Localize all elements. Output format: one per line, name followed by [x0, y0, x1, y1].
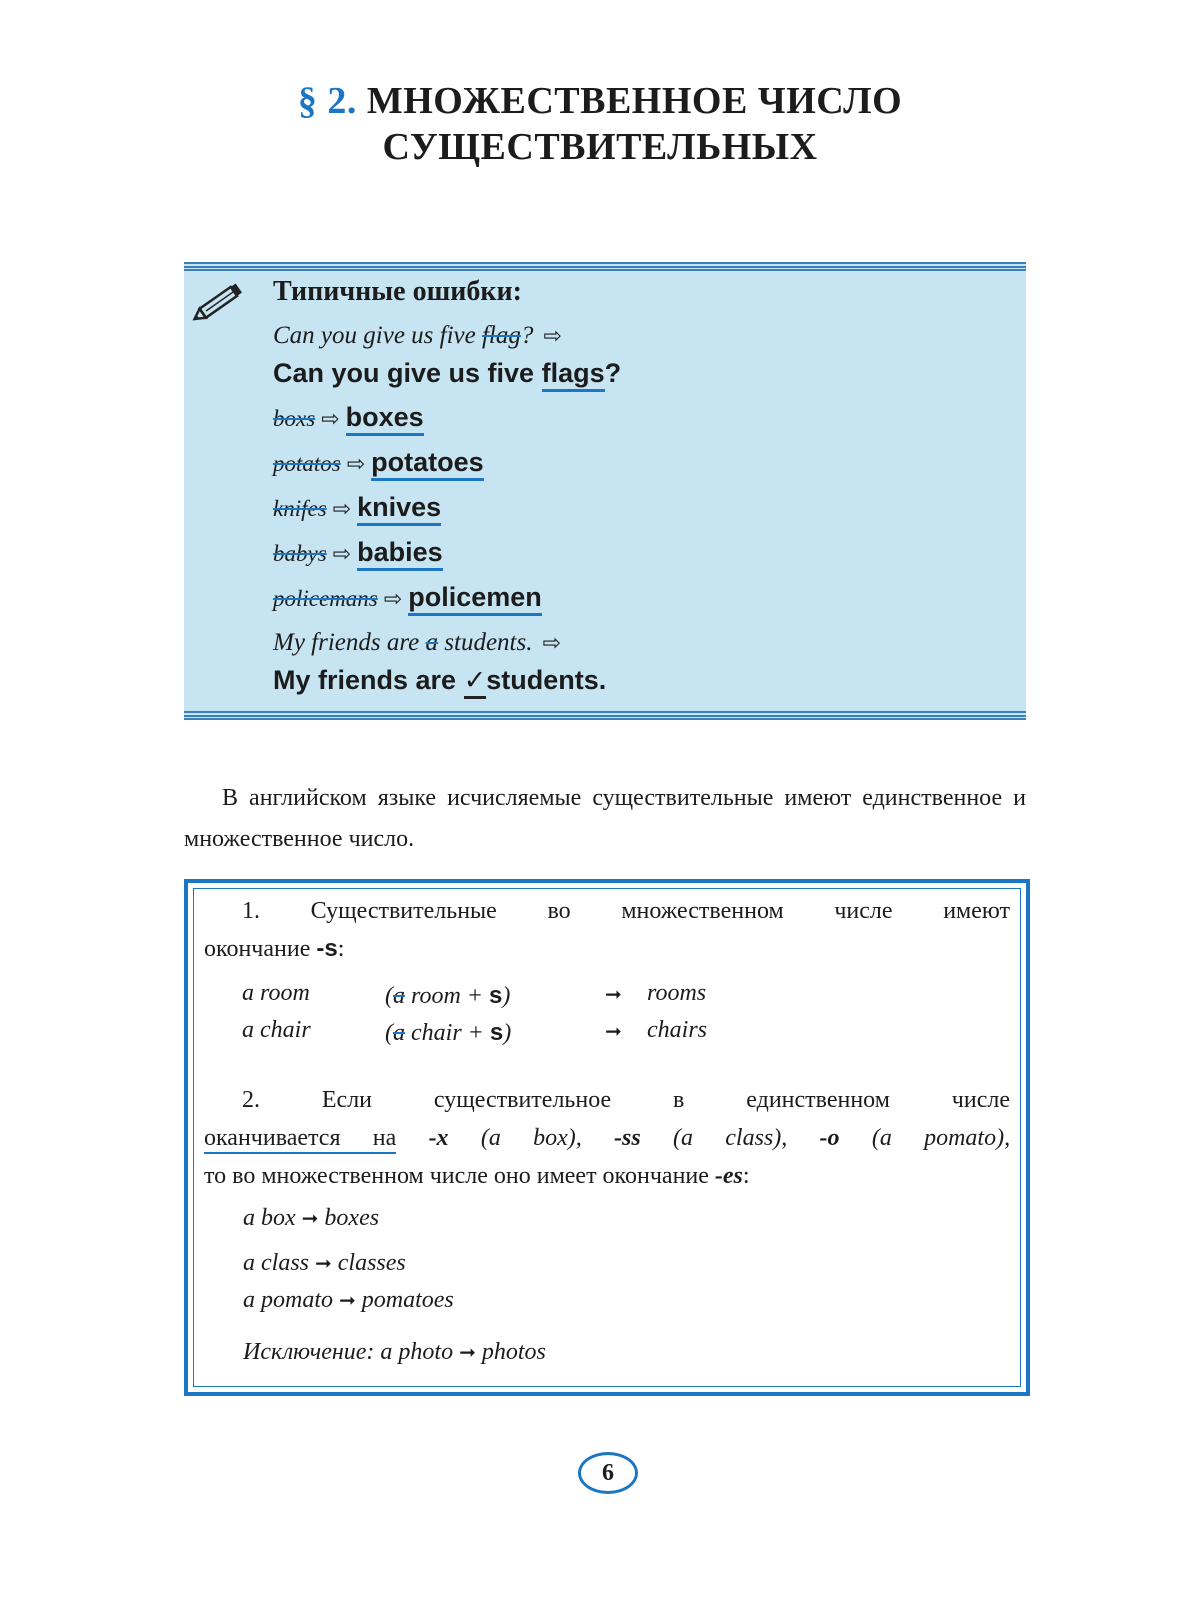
arrow-icon: ➞ [301, 1206, 319, 1230]
pair-right: knives [357, 492, 441, 526]
section-number: § 2. [297, 80, 357, 122]
arrow-icon: ⇨ [332, 542, 352, 567]
pair-wrong: babys [273, 541, 327, 566]
mistake-question-right [273, 358, 621, 389]
example1-result: rooms [647, 980, 707, 1006]
question-wrong-mark: ? [520, 322, 534, 349]
rule2-x: -x [428, 1125, 449, 1151]
example1-formula: (a room + s) [385, 982, 511, 1009]
pair-right: policemen [408, 582, 542, 616]
example2-arrow [605, 1018, 622, 1045]
example2-noun: chair + [405, 1020, 490, 1046]
mistake-sentence-right [273, 665, 606, 696]
title-line2: СУЩЕСТВИТЕЛЬНЫХ [382, 126, 818, 168]
mistake-sentence-wrong [273, 629, 567, 657]
mistakes-top-rule [184, 262, 1026, 271]
arrow-icon: ➞ [459, 1340, 476, 1364]
page-number: 6 [578, 1452, 638, 1494]
rule2-line3 [204, 1157, 1010, 1195]
mistake-question-wrong [273, 322, 568, 350]
rule2-line2 [204, 1119, 1010, 1157]
arrow-icon: ⇨ [543, 324, 562, 349]
sentence-wrong-strike: a [425, 629, 439, 656]
example2-word: a chair [242, 1017, 311, 1043]
arrow-icon: ⇨ [346, 452, 366, 477]
example1-noun: room + [405, 983, 489, 1009]
pencil-icon [190, 278, 250, 328]
exception-line [243, 1339, 546, 1366]
arrow-icon: ⇨ [321, 407, 340, 432]
rule-1 [204, 892, 1010, 968]
question-right-text: Can you give us five [273, 358, 542, 388]
example1-arrow [605, 981, 622, 1008]
mistake-pair-4 [273, 537, 443, 568]
arrow-icon: ⇨ [542, 631, 561, 656]
es-example-1 [243, 1205, 379, 1232]
exception-to: photos [481, 1339, 546, 1365]
example2-formula: (a chair + s) [385, 1019, 512, 1046]
rule2-ss-example: (a class), [673, 1125, 788, 1151]
pair-right: boxes [346, 402, 424, 436]
sentence-right-end: students. [486, 665, 607, 695]
mistakes-bottom-rule [184, 711, 1026, 720]
check-icon: ✓ [464, 665, 487, 699]
example2-article: a [393, 1020, 405, 1046]
es-from: a class [243, 1250, 309, 1276]
pair-wrong: boxs [273, 406, 316, 431]
es-from: a pomato [243, 1287, 333, 1313]
rule1-line1: 1. Существительные во множественном числе имеют [242, 898, 1010, 924]
mistakes-heading: Типичные ошибки: [273, 276, 522, 307]
arrow-icon: ⇨ [383, 587, 403, 612]
question-right-word: flags [542, 358, 605, 392]
rule2-es: -es [714, 1163, 743, 1189]
exception-from: a photo [380, 1339, 454, 1365]
es-to: pomatoes [361, 1287, 454, 1313]
rule1-text: окончание [204, 936, 317, 962]
pair-wrong: knifes [273, 496, 327, 521]
page-title [0, 78, 1200, 170]
rule1-line2 [204, 930, 1010, 968]
title-line1: МНОЖЕСТВЕННОЕ ЧИСЛО [366, 80, 903, 122]
mistake-pair-3 [273, 492, 441, 523]
es-from: a box [243, 1205, 296, 1231]
sentence-wrong-text: My friends are [273, 629, 426, 656]
arrow-icon: ⇨ [332, 497, 352, 522]
pair-wrong: policemans [273, 586, 378, 611]
example2-plus: s [489, 1019, 504, 1046]
example1-article: a [393, 983, 405, 1009]
sentence-right-text: My friends are [273, 665, 464, 695]
es-to: boxes [324, 1205, 380, 1231]
rule2-o: -o [819, 1125, 840, 1151]
rule2-ss: -ss [614, 1125, 641, 1151]
mistake-pair-1 [273, 402, 424, 433]
question-wrong-text: Can you give us five [273, 322, 482, 349]
rule1-colon: : [337, 936, 345, 962]
example1-word: a room [242, 980, 310, 1006]
rule-2 [204, 1081, 1010, 1195]
pair-right: potatoes [371, 447, 484, 481]
intro-paragraph [184, 778, 1026, 860]
arrow-icon: ➞ [315, 1251, 332, 1275]
intro-text: В английском языке исчисляемые существительные имеют единственное и множественное число. [184, 785, 1026, 852]
arrow-icon: ➞ [605, 982, 622, 1006]
es-to: classes [337, 1250, 406, 1276]
rule2-o-example: (a pomato), [871, 1125, 1011, 1151]
example2-result: chairs [647, 1017, 707, 1043]
question-right-mark: ? [604, 358, 622, 388]
rule1-suffix: -s [316, 935, 338, 962]
mistake-pair-5 [273, 582, 542, 613]
pair-right: babies [357, 537, 443, 571]
arrow-icon: ➞ [605, 1019, 622, 1043]
pair-wrong: potatos [273, 451, 341, 476]
question-wrong-strike: flag [481, 322, 521, 349]
exception-label: Исключение: [243, 1339, 375, 1365]
rule2-line1: 2. Если существительное в единственном числе [242, 1087, 1010, 1113]
rule2-underlined: оканчивается на [204, 1125, 396, 1154]
rule2-line3-text: то во множественном числе оно имеет окончание [204, 1163, 715, 1189]
rule2-x-example: (a box), [480, 1125, 582, 1151]
mistake-pair-2 [273, 447, 484, 478]
rule2-colon: : [742, 1163, 750, 1189]
arrow-icon: ➞ [339, 1288, 356, 1312]
es-example-2 [243, 1250, 406, 1277]
example1-plus: s [488, 982, 503, 1009]
sentence-wrong-end: students. [438, 629, 533, 656]
es-example-3 [243, 1287, 454, 1314]
